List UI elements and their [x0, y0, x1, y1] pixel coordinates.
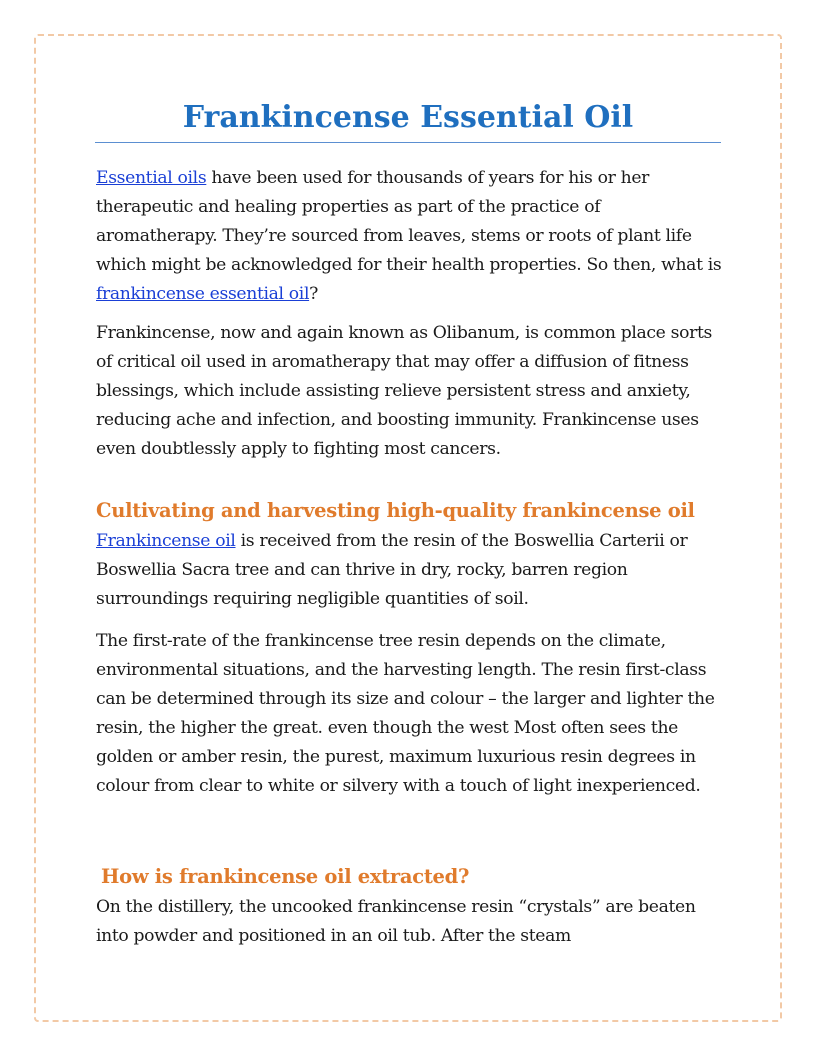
extraction-heading: How is frankincense oil extracted?	[101, 865, 470, 888]
boswellia-paragraph	[96, 527, 726, 614]
frankincense-essential-oil-link[interactable]: frankincense essential oil	[96, 284, 310, 304]
intro-paragraph	[96, 164, 726, 309]
distillery-paragraph: On the distillery, the uncooked frankincense resin “crystals” are beaten into powder and positioned in an oil tub. After the steam	[96, 897, 696, 946]
boswellia-text: is received from the resin of the Boswellia Carterii or Boswellia Sacra tree and can thrive in dry, rocky, barren region surroundings requiring negligible quantities of soil.	[96, 531, 688, 609]
intro-text-1: have been used for thousands of years for his or her therapeutic and healing properties as part of the practice of aromatherapy. They’re sourced from leaves, stems or roots of plant life which might be acknowledged for their health properties. So then, what is	[96, 168, 722, 275]
title-underline	[95, 142, 721, 143]
essential-oils-link[interactable]: Essential oils	[96, 168, 207, 188]
intro-text-2: ?	[309, 284, 318, 304]
document-title: Frankincense Essential Oil	[182, 100, 634, 135]
olibanum-paragraph: Frankincense, now and again known as Olibanum, is common place sorts of critical oil used in aromatherapy that may offer a diffusion of fitness blessings, which include assisting relieve persistent stress and anxiety, reducing ache and infection, and boosting immunity. Frankincense uses even doubtlessly apply to fighting most cancers.	[96, 323, 712, 459]
cultivating-heading: Cultivating and harvesting high-quality frankincense oil	[96, 499, 695, 522]
frankincense-oil-link[interactable]: Frankincense oil	[96, 531, 236, 551]
resin-quality-paragraph: The first-rate of the frankincense tree resin depends on the climate, environmental situations, and the harvesting length. The resin first-class can be determined through its size and colour – the larger and lighter the resin, the higher the great. even though the west Most often sees the golden or amber resin, the purest, maximum luxurious resin degrees in colour from clear to white or silvery with a touch of light inexperienced.	[96, 631, 715, 796]
